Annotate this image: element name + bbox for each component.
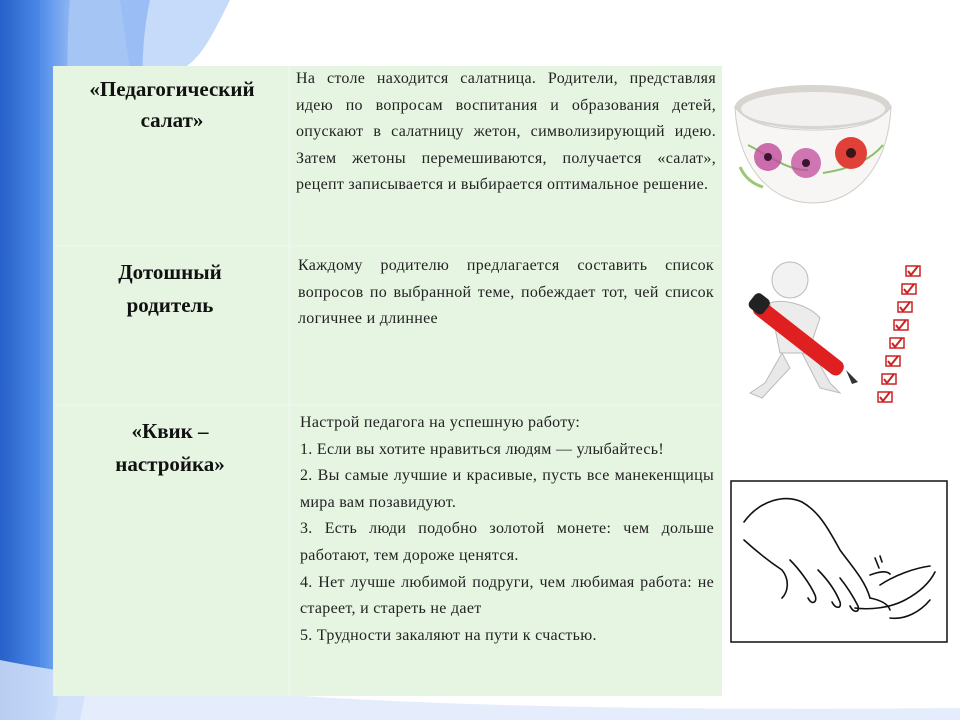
row-3-item-4: 4. Нет лучше любимой подруги, чем любимая работа: не стареет, и стареть не дает	[300, 573, 714, 618]
row-3-item-1: 1. Если вы хотите нравиться людям — улыбайтесь!	[300, 440, 664, 458]
row-1-description: На столе находится салатница. Родители, представляя идею по вопросам воспитания и образования детей, опускают в салатницу жетон, символизирующий идею. Затем жетоны перемешиваются, получается «салат», рецепт записывается и выбирается оптимальное решение.	[296, 70, 716, 194]
hands-touch-icon	[730, 480, 948, 643]
row-3-item-5: 5. Трудности закаляют на пути к счастью.	[300, 626, 597, 644]
row-3-title: «Квик – настройка»	[115, 419, 225, 476]
row-2-title: Дотошный родитель	[118, 260, 222, 317]
row-1-title: «Педагогический салат»	[89, 77, 255, 132]
row-3-item-2: 2. Вы самые лучшие и красивые, пусть все манекенщицы мира вам позавидуют.	[300, 467, 714, 511]
row-3-intro: Настрой педагога на успешную работу:	[300, 414, 581, 431]
row-3-item-3: 3. Есть люди подобно золотой монете: чем дольше работают, тем дороже ценятся.	[300, 520, 714, 564]
salad-bowl-icon	[728, 75, 898, 215]
checklist-figure-icon	[730, 258, 930, 408]
row-3-description	[300, 410, 714, 649]
row-2-description: Каждому родителю предлагается составить список вопросов по выбранной теме, побеждает тот, чей список логичнее и длиннее	[298, 257, 714, 328]
